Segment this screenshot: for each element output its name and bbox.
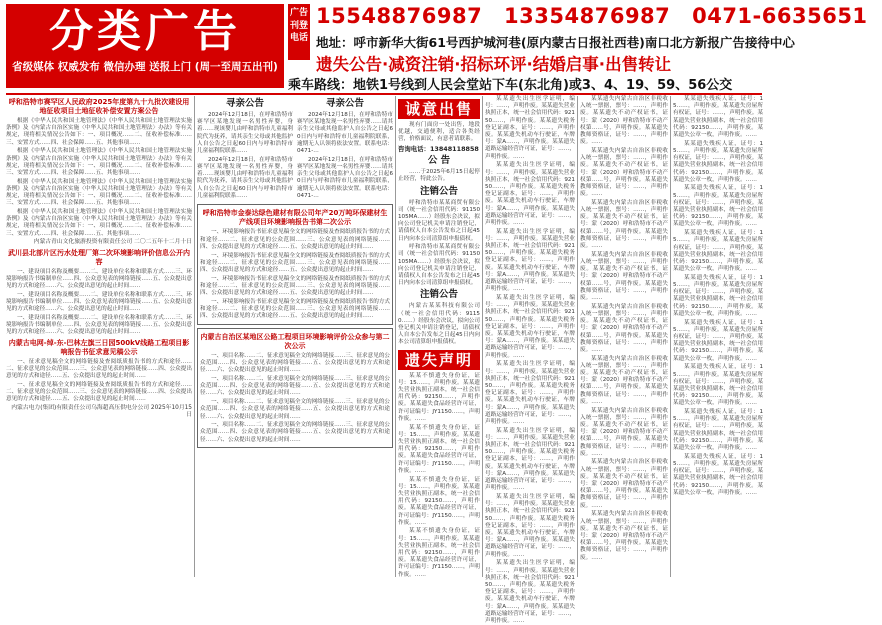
bus-route: 乘车路线：地铁1号线到人民会堂站下车(东北角)或3、4、19、59、56公交 [288,78,733,93]
notice-signature: 内蒙古电力(集团)有限责任公司乌海超高压供电分公司 2025年10月15日 [11,404,192,419]
column-divider [482,96,483,577]
for-sale-header: 诚意出售 [398,99,480,119]
notice-title: 呼和浩特市金泰达绿色建材有限公司年产20万吨环保建材生产线项目环境影响报告书第二次公示 [202,209,388,227]
notice-title: 注销公告 [419,185,458,197]
phone-numbers [316,4,882,28]
notice-signature: 内蒙古青山文化旅游投资有限责任公司 二〇二五年十二月十日 [33,239,192,246]
notice-title: 内蒙古自治区某地区公路工程项目环境影响评价公众参与第二次公示 [200,332,390,350]
sale-body: 现有门面房一处出售，地段优越，交通便利，适合各类经营，价格面议，有意者请联系。 [398,122,480,143]
lost-notice-body: 某某遗失内蒙古自治区非税收入统一票据，票号：……，声明作废。某某遗失不动产权证书，证号：蒙（2020）呼和浩特市不动产权第……号，声明作废。某某遗失教师资格证，证号：……，声明作废。…… 某某遗失内蒙古自治区非税收入统一票据，票号：……，声明作废。某某遗失不动产权证书，证号：蒙（2020）呼和浩特市不动产权第……号，声明作废。某某遗失教师资格证，证号：……，声明作废。…… 某某遗失内蒙古自治区非税收入统一票据，票号：……，声明作废。某某遗失不动产权证书，证号：蒙（2020）呼和浩特市不动产权第……号，声明作废。某某遗失教师资格证，证号：……，声明作废。…… 某某遗失内蒙古自治区非税收入统一票据，票号：……，声明作废。某某遗失不动产权证书，证号：蒙（2020）呼和浩特市不动产权第……号，声明作废。某某遗失教师资格证，证号：……，声明作废。…… 某某遗失内蒙古自治区非税收入统一票据，票号：……，声明作废。某某遗失不动产权证书，证号：蒙（2020）呼和浩特市不动产权第……号，声明作废。某某遗失教师资格证，证号：……，声明作废。…… 某某遗失内蒙古自治区非税收入统一票据，票号：……，声明作废。某某遗失不动产权证书，证号：蒙（2020）呼和浩特市不动产权第……号，声明作废。某某遗失教师资格证，证号：……，声明作废。…… 某某遗失内蒙古自治区非税收入统一票据，票号：……，声明作废。某某遗失不动产权证书，证号：蒙（2020）呼和浩特市不动产权第……号，声明作废。某某遗失教师资格证，证号：……，声明作废。…… 某某遗失内蒙古自治区非税收入统一票据，票号：……，声明作废。某某遗失不动产权证书，证号：蒙（2020）呼和浩特市不动产权第……号，声明作废。某某遗失教师资格证，证号：……，声明作废。…… 某某遗失内蒙古自治区非税收入统一票据，票号：……，声明作废。某某遗失不动产权证书，证号：蒙（2020）呼和浩特市不动产权第……号，声明作废。某某遗失教师资格证，证号：……，声明作废。…… [580,96,668,561]
masthead-slogan: 省级媒体 权威发布 微信办理 送报上门 (周一至周五出刊) [12,61,278,73]
sale-phone: 咨询电话：13848118858 [398,145,479,154]
notice-body: 呼和浩特市某某商贸有限公司（统一社会信用代码：91150105MA……）经股东会决议，拟向公司登记机关申请注销登记，请债权人自本公告发布之日起45日内向本公司清算组申报债权。 呼和浩特市某某商贸有限公司（统一社会信用代码：91150105MA……）经股东会决议，拟向公司登记机关申请注销登记，请债权人自本公告发布之日起45日内向本公司清算组申报债权。 [398,199,480,287]
notice-body: 一、征求意见稿全文的网络链接及查阅纸质报告书的方式和途径……二、征求意见的公众范围……三、公众意见表的网络链接……四、公众提出意见的方式和途径……五、公众提出意见的起止时间…… 一、征求意见稿全文的网络链接及查阅纸质报告书的方式和途径……二、征求意见的公众范围……三、公众意见表的网络链接……四、公众提出意见的方式和途径……五、公众提出意见的起止时间…… [6,358,192,403]
notice-body: 2024年12月18日，在呼和浩特市赛罕区某地发现一名男性弃婴……请其亲生父母或其他监护人自公告之日起60日内与呼和浩特市儿童福利院联系，逾期无人认领将依法安置。联系电话：0471-… 2024年12月18日，在呼和浩特市赛罕区某地发现一名男性弃婴……请其亲生父母或其他监护人自公告之日起60日内与呼和浩特市儿童福利院联系，逾期无人认领将依法安置。联系电话：0471-… [297,112,393,199]
search-notice-2 [297,96,393,201]
notice-body: 根据《中华人民共和国土地管理法》《中华人民共和国土地管理法实施条例》及《内蒙古自治区实施〈中华人民共和国土地管理法〉办法》等有关规定，现将相关情况公告如下：一、项目概况……二、征收补偿标准……三、安置方式……四、社会保障……五、其他事项…… 根据《中华人民共和国土地管理法》《中华人民共和国土地管理法实施条例》及《内蒙古自治区实施〈中华人民共和国土地管理法〉办法》等有关规定，现将相关情况公告如下：一、项目概况……二、征收补偿标准……三、安置方式……四、社会保障……五、其他事项…… 根据《中华人民共和国土地管理法》《中华人民共和国土地管理法实施条例》及《内蒙古自治区实施〈中华人民共和国土地管理法〉办法》等有关规定，现将相关情况公告如下：一、项目概况……二、征收补偿标准……三、安置方式……四、社会保障……五、其他事项…… 根据《中华人民共和国土地管理法》《中华人民共和国土地管理法实施条例》及《内蒙古自治区实施〈中华人民共和国土地管理法〉办法》等有关规定，现将相关情况公告如下：一、项目概况……二、征收补偿标准……三、安置方式……四、社会保障……五、其他事项…… [6,118,192,237]
search-notice-1 [197,96,293,201]
column-divider [194,96,195,577]
notice-title: 寻亲公告 [225,98,264,109]
notice-title: 内蒙古电网-绰-东-巴林左旗三日园500kV线路工程项目影响报告书征求意见稿公示 [8,338,190,356]
phone-number: 15548876987 [316,4,483,28]
notice-title: 呼和浩特市赛罕区人民政府2025年度第九十九批次建设用地征收项目土地征收补偿安置方案公告 [8,98,190,115]
column-divider [395,96,396,577]
column-divider [670,96,671,577]
env-notice-box [197,204,393,324]
column-1 [6,96,192,577]
lost-notice-body: 某某遗失出生医学证明，编号：……，声明作废。某某遗失营业执照正本，统一社会信用代码：92150……，声明作废。某某遗失税务登记证副本，证号：……，声明作废。某某遗失机动车行驶证，车牌号：蒙A……，声明作废。某某遗失道路运输经营许可证，证号：……，声明作废。…… 某某遗失出生医学证明，编号：……，声明作废。某某遗失营业执照正本，统一社会信用代码：92150……，声明作废。某某遗失税务登记证副本，证号：……，声明作废。某某遗失机动车行驶证，车牌号：蒙A……，声明作废。某某遗失道路运输经营许可证，证号：……，声明作废。…… 某某遗失出生医学证明，编号：……，声明作废。某某遗失营业执照正本，统一社会信用代码：92150……，声明作废。某某遗失税务登记证副本，证号：……，声明作废。某某遗失机动车行驶证，车牌号：蒙A……，声明作废。某某遗失道路运输经营许可证，证号：……，声明作废。…… 某某遗失出生医学证明，编号：……，声明作废。某某遗失营业执照正本，统一社会信用代码：92150……，声明作废。某某遗失税务登记证副本，证号：……，声明作废。某某遗失机动车行驶证，车牌号：蒙A……，声明作废。某某遗失道路运输经营许可证，证号：……，声明作废。…… 某某遗失出生医学证明，编号：……，声明作废。某某遗失营业执照正本，统一社会信用代码：92150……，声明作废。某某遗失税务登记证副本，证号：……，声明作废。某某遗失机动车行驶证，车牌号：蒙A……，声明作废。某某遗失道路运输经营许可证，证号：……，声明作废。…… 某某遗失出生医学证明，编号：……，声明作废。某某遗失营业执照正本，统一社会信用代码：92150……，声明作废。某某遗失税务登记证副本，证号：……，声明作废。某某遗失机动车行驶证，车牌号：蒙A……，声明作废。某某遗失道路运输经营许可证，证号：……，声明作废。…… 某某遗失出生医学证明，编号：……，声明作废。某某遗失营业执照正本，统一社会信用代码：92150……，声明作废。某某遗失税务登记证副本，证号：……，声明作废。某某遗失机动车行驶证，车牌号：蒙A……，声明作废。某某遗失道路运输经营许可证，证号：……，声明作废。…… 某某遗失出生医学证明，编号：……，声明作废。某某遗失营业执照正本，统一社会信用代码：92150……，声明作废。某某遗失税务登记证副本，证号：……，声明作废。某某遗失机动车行驶证，车牌号：蒙A……，声明作废。某某遗失道路运输经营许可证，证号：……，声明作废。…… [485,96,575,624]
column-2 [197,96,393,577]
column-5 [580,96,668,577]
page-title: 分类广告 [49,6,241,57]
column-4 [485,96,575,624]
lost-notice-body: 某某不慎遗失身份证，证号：15……，声明作废。某某遗失营业执照正副本，统一社会信用代码：92150……，声明作废。某某遗失食品经营许可证，许可证编号：JY1150……，声明作废。…… 某某不慎遗失身份证，证号：15……，声明作废。某某遗失营业执照正副本，统一社会信用代码：92150……，声明作废。某某遗失食品经营许可证，许可证编号：JY1150……，声明作废。…… 某某不慎遗失身份证，证号：15……，声明作废。某某遗失营业执照正副本，统一社会信用代码：92150……，声明作废。某某遗失食品经营许可证，许可证编号：JY1150……，声明作废。…… 某某不慎遗失身份证，证号：15……，声明作废。某某遗失营业执照正副本，统一社会信用代码：92150……，声明作废。某某遗失食品经营许可证，许可证编号：JY1150……，声明作废。…… [398,372,480,578]
column-3 [398,96,480,577]
column-6 [673,96,763,577]
lost-notice-body: 某某遗失残疾人证，证号：15……，声明作废。某某遗失房屋所有权证，证号：……，声明作废。某某遗失营业执照副本，统一社会信用代码：92150……，声明作废。某某遗失公章一枚，声明作废。…… 某某遗失残疾人证，证号：15……，声明作废。某某遗失房屋所有权证，证号：……，声明作废。某某遗失营业执照副本，统一社会信用代码：92150……，声明作废。某某遗失公章一枚，声明作废。…… 某某遗失残疾人证，证号：15……，声明作废。某某遗失房屋所有权证，证号：……，声明作废。某某遗失营业执照副本，统一社会信用代码：92150……，声明作废。某某遗失公章一枚，声明作废。…… 某某遗失残疾人证，证号：15……，声明作废。某某遗失房屋所有权证，证号：……，声明作废。某某遗失营业执照副本，统一社会信用代码：92150……，声明作废。某某遗失公章一枚，声明作废。…… 某某遗失残疾人证，证号：15……，声明作废。某某遗失房屋所有权证，证号：……，声明作废。某某遗失营业执照副本，统一社会信用代码：92150……，声明作废。某某遗失公章一枚，声明作废。…… 某某遗失残疾人证，证号：15……，声明作废。某某遗失房屋所有权证，证号：……，声明作废。某某遗失营业执照副本，统一社会信用代码：92150……，声明作废。某某遗失公章一枚，声明作废。…… 某某遗失残疾人证，证号：15……，声明作废。某某遗失房屋所有权证，证号：……，声明作废。某某遗失营业执照副本，统一社会信用代码：92150……，声明作废。某某遗失公章一枚，声明作废。…… 某某遗失残疾人证，证号：15……，声明作废。某某遗失房屋所有权证，证号：……，声明作废。某某遗失营业执照副本，统一社会信用代码：92150……，声明作废。某某遗失公章一枚，声明作废。…… 某某遗失残疾人证，证号：15……，声明作废。某某遗失房屋所有权证，证号：……，声明作废。某某遗失营业执照副本，统一社会信用代码：92150……，声明作废。某某遗失公章一枚，声明作废。…… [673,96,763,496]
notice-body: 一、项目名称……二、征求意见稿全文的网络链接……三、征求意见的公众范围……四、公众意见表的网络链接……五、公众提出意见的方式和途径……六、公众提出意见的起止时间…… 一、项目名称……二、征求意见稿全文的网络链接……三、征求意见的公众范围……四、公众意见表的网络链接……五、公众提出意见的方式和途径……六、公众提出意见的起止时间…… 一、项目名称……二、征求意见稿全文的网络链接……三、征求意见的公众范围……四、公众意见表的网络链接……五、公众提出意见的方式和途径……六、公众提出意见的起止时间…… 一、项目名称……二、征求意见稿全文的网络链接……三、征求意见的公众范围……四、公众意见表的网络链接……五、公众提出意见的方式和途径……六、公众提出意见的起止时间…… [200,352,391,443]
ad-phone-tag: 广告刊登电话 [288,4,310,60]
notice-body: 内蒙古某某科技有限公司（统一社会信用代码：91150……）经股东会决议，拟向公司登记机关申请注销登记，请债权人自本公告发布之日起45日内向本公司清算组申报债权。 [398,303,480,346]
notice-title: 公 告 [427,155,451,167]
notice-body: 2024年12月18日，在呼和浩特市赛罕区某地发现一名男性弃婴，身着……现该婴儿由呼和浩特市儿童福利院代为抚养，请其亲生父母或其他监护人自公告之日起60日内与呼和浩特市儿童福利院联系…… 2024年12月18日，在呼和浩特市赛罕区某地发现一名男性弃婴，身着……现该婴儿由呼和浩特市儿童福利院代为抚养，请其亲生父母或其他监护人自公告之日起60日内与呼和浩特市儿童福利院联系…… [197,112,293,199]
masthead [0,0,868,93]
env-notice-box [197,328,393,448]
notice-title: 武川县北部片区污水处理厂第二次环境影响评价信息公开内容 [8,248,190,266]
notice-body: 一、建设项目名称及概要……二、建设单位名称和联系方式……三、环境影响报告书编制单位……四、公众意见表的网络链接……五、公众提出意见的方式和途径……六、公众提出意见的起止时间…… 一、建设项目名称及概要……二、建设单位名称和联系方式……三、环境影响报告书编制单位……四、公众意见表的网络链接……五、公众提出意见的方式和途径……六、公众提出意见的起止时间…… 一、建设项目名称及概要……二、建设单位名称和联系方式……三、环境影响报告书编制单位……四、公众意见表的网络链接……五、公众提出意见的方式和途径……六、公众提出意见的起止时间…… [6,268,192,336]
lost-notice-header: 遗失声明 [398,350,480,370]
phone-number: 0471-6635651 [692,4,868,28]
notice-title: 注销公告 [419,289,458,301]
office-address: 地址：呼市新华大街61号西护城河巷(原内蒙古日报社西巷)南口北方新报广告接待中心 [316,35,795,50]
masthead-divider [6,93,762,95]
masthead-title-block [6,4,284,88]
column-divider [577,96,578,577]
notice-body: ……于2025年6月15日起停止经营，特此公告。 [398,169,480,183]
ad-categories: 遗失公告·减资注销·招标环评·结婚启事·出售转让 [316,55,672,74]
notice-title: 寻亲公告 [325,98,364,109]
notice-body: 一、环境影响报告书征求意见稿全文的网络链接及查阅纸质报告书的方式和途径……二、征求意见的公众范围……三、公众意见表的网络链接……四、公众提出意见的方式和途径……五、公众提出意见的起止时间…… 一、环境影响报告书征求意见稿全文的网络链接及查阅纸质报告书的方式和途径……二、征求意见的公众范围……三、公众意见表的网络链接……四、公众提出意见的方式和途径……五、公众提出意见的起止时间…… 一、环境影响报告书征求意见稿全文的网络链接及查阅纸质报告书的方式和途径……二、征求意见的公众范围……三、公众意见表的网络链接……四、公众提出意见的方式和途径……五、公众提出意见的起止时间…… 一、环境影响报告书征求意见稿全文的网络链接及查阅纸质报告书的方式和途径……二、征求意见的公众范围……三、公众意见表的网络链接……四、公众提出意见的方式和途径……五、公众提出意见的起止时间…… [200,229,391,320]
phone-number: 13354876987 [504,4,671,28]
